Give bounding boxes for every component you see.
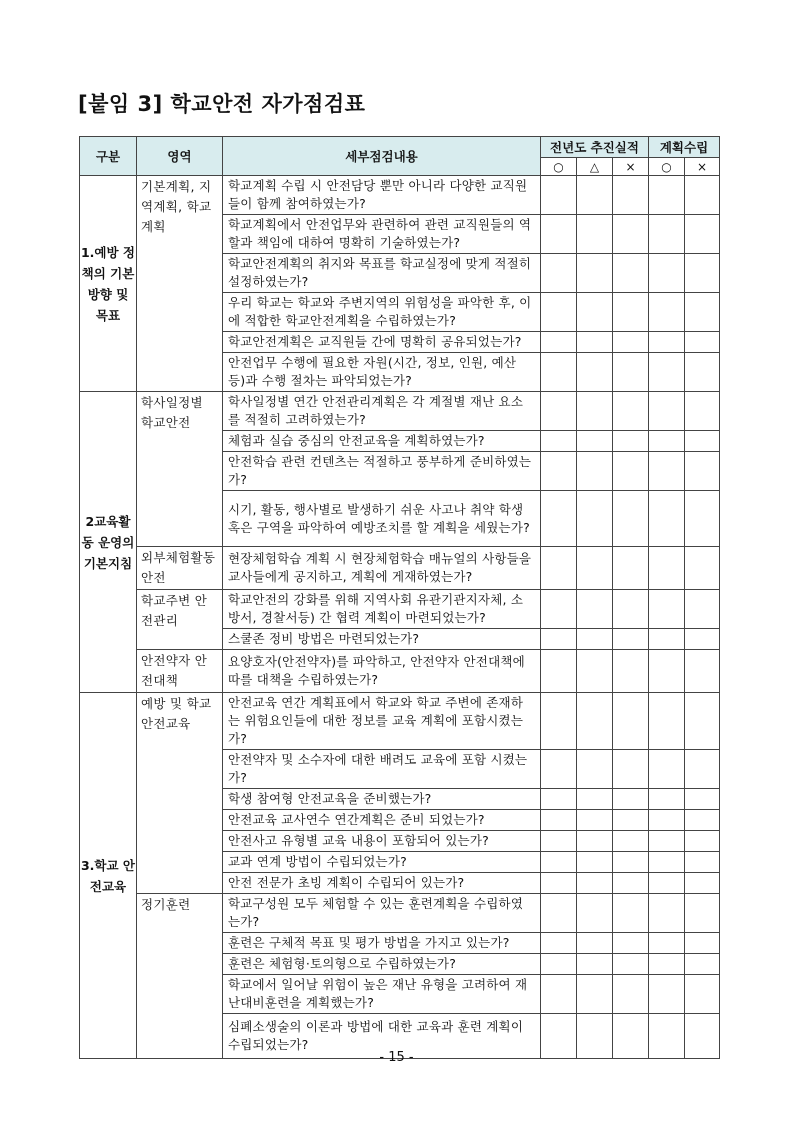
area-cell: 기본계획, 지역계획, 학교계획 (137, 176, 223, 392)
plan-x-checkbox[interactable] (685, 693, 720, 750)
plan-x-checkbox[interactable] (685, 431, 720, 452)
prev-triangle-checkbox[interactable] (577, 491, 613, 547)
mark-triangle: △ (577, 158, 613, 176)
check-item-text: 안전 전문가 초빙 계획이 수립되어 있는가? (223, 873, 541, 894)
prev-triangle-checkbox[interactable] (577, 431, 613, 452)
prev-triangle-checkbox[interactable] (577, 590, 613, 629)
prev-x-checkbox[interactable] (613, 491, 649, 547)
table-row (80, 176, 720, 215)
plan-x-checkbox[interactable] (685, 789, 720, 810)
plan-x-checkbox[interactable] (685, 254, 720, 293)
category-cell: 2교육활동 운영의 기본지침 (80, 392, 137, 693)
plan-circle-checkbox[interactable] (649, 954, 685, 975)
prev-triangle-checkbox[interactable] (577, 332, 613, 353)
prev-x-checkbox[interactable] (613, 353, 649, 392)
plan-circle-checkbox[interactable] (649, 590, 685, 629)
prev-triangle-checkbox[interactable] (577, 176, 613, 215)
plan-x-checkbox[interactable] (685, 392, 720, 431)
prev-x-checkbox[interactable] (613, 831, 649, 852)
prev-triangle-checkbox[interactable] (577, 852, 613, 873)
prev-triangle-checkbox[interactable] (577, 293, 613, 332)
plan-circle-checkbox[interactable] (649, 254, 685, 293)
prev-x-checkbox[interactable] (613, 650, 649, 693)
prev-circle-checkbox[interactable] (541, 894, 577, 933)
plan-x-checkbox[interactable] (685, 810, 720, 831)
prev-triangle-checkbox[interactable] (577, 693, 613, 750)
check-item-text: 학교구성원 모두 체험할 수 있는 훈련계획을 수립하였는가? (223, 894, 541, 933)
mark-circle: ○ (541, 158, 577, 176)
plan-x-checkbox[interactable] (685, 590, 720, 629)
prev-triangle-checkbox[interactable] (577, 254, 613, 293)
prev-circle-checkbox[interactable] (541, 293, 577, 332)
prev-x-checkbox[interactable] (613, 547, 649, 590)
table-row (80, 547, 720, 590)
prev-circle-checkbox[interactable] (541, 852, 577, 873)
prev-circle-checkbox[interactable] (541, 590, 577, 629)
plan-circle-checkbox[interactable] (649, 873, 685, 894)
prev-circle-checkbox[interactable] (541, 789, 577, 810)
check-item-text: 요양호자(안전약자)를 파악하고, 안전약자 안전대책에 따를 대책을 수립하였는가? (223, 650, 541, 693)
prev-circle-checkbox[interactable] (541, 629, 577, 650)
prev-circle-checkbox[interactable] (541, 332, 577, 353)
plan-circle-checkbox[interactable] (649, 810, 685, 831)
check-item-text: 학생 참여형 안전교육을 준비했는가? (223, 789, 541, 810)
plan-x-checkbox[interactable] (685, 629, 720, 650)
prev-triangle-checkbox[interactable] (577, 894, 613, 933)
plan-circle-checkbox[interactable] (649, 789, 685, 810)
check-item-text: 체험과 실습 중심의 안전교육을 계획하였는가? (223, 431, 541, 452)
plan-circle-checkbox[interactable] (649, 215, 685, 254)
prev-triangle-checkbox[interactable] (577, 873, 613, 894)
check-item-text: 스쿨존 정비 방법은 마련되었는가? (223, 629, 541, 650)
plan-circle-checkbox[interactable] (649, 852, 685, 873)
prev-circle-checkbox[interactable] (541, 831, 577, 852)
plan-x-checkbox[interactable] (685, 215, 720, 254)
check-item-text: 안전교육 교사연수 연간계획은 준비 되었는가? (223, 810, 541, 831)
check-item-text: 훈련은 체험형·토의형으로 수립하였는가? (223, 954, 541, 975)
prev-circle-checkbox[interactable] (541, 547, 577, 590)
prev-x-checkbox[interactable] (613, 629, 649, 650)
prev-circle-checkbox[interactable] (541, 810, 577, 831)
plan-circle-checkbox[interactable] (649, 547, 685, 590)
plan-circle-checkbox[interactable] (649, 431, 685, 452)
prev-triangle-checkbox[interactable] (577, 650, 613, 693)
check-item-text: 안전교육 연간 계획표에서 학교와 학교 주변에 존재하는 위험요인들에 대한 정보를 교육 계획에 포함시켰는가? (223, 693, 541, 750)
plan-circle-checkbox[interactable] (649, 629, 685, 650)
prev-triangle-checkbox[interactable] (577, 975, 613, 1014)
check-item-text: 안전약자 및 소수자에 대한 배려도 교육에 포함 시켰는가? (223, 750, 541, 789)
plan-circle-checkbox[interactable] (649, 176, 685, 215)
prev-x-checkbox[interactable] (613, 810, 649, 831)
plan-x-checkbox[interactable] (685, 750, 720, 789)
plan-circle-checkbox[interactable] (649, 650, 685, 693)
prev-triangle-checkbox[interactable] (577, 831, 613, 852)
prev-triangle-checkbox[interactable] (577, 810, 613, 831)
check-item-text: 학사일정별 연간 안전관리계획은 각 계절별 재난 요소를 적절히 고려하였는가? (223, 392, 541, 431)
prev-circle-checkbox[interactable] (541, 693, 577, 750)
area-cell: 학사일정별 학교안전 (137, 392, 223, 547)
table-row (80, 392, 720, 431)
prev-triangle-checkbox[interactable] (577, 789, 613, 810)
plan-circle-checkbox[interactable] (649, 332, 685, 353)
check-item-text: 학교계획에서 안전업무와 관련하여 관련 교직원들의 역할과 책임에 대하여 명확히 기술하였는가? (223, 215, 541, 254)
prev-x-checkbox[interactable] (613, 873, 649, 894)
prev-circle-checkbox[interactable] (541, 431, 577, 452)
prev-triangle-checkbox[interactable] (577, 629, 613, 650)
prev-circle-checkbox[interactable] (541, 452, 577, 491)
check-item-text: 현장체험학습 계획 시 현장체험학습 매뉴얼의 사항들을 교사들에게 공지하고, 계획에 게재하였는가? (223, 547, 541, 590)
checklist-table (79, 136, 720, 1059)
prev-triangle-checkbox[interactable] (577, 452, 613, 491)
check-item-text: 안전학습 관련 컨텐츠는 적절하고 풍부하게 준비하였는가? (223, 452, 541, 491)
prev-circle-checkbox[interactable] (541, 933, 577, 954)
prev-x-checkbox[interactable] (613, 750, 649, 789)
header-plan: 계획수립 (649, 137, 720, 158)
header-area: 영역 (137, 137, 223, 176)
prev-circle-checkbox[interactable] (541, 750, 577, 789)
plan-circle-checkbox[interactable] (649, 392, 685, 431)
check-item-text: 학교안전계획의 취지와 목표를 학교실정에 맞게 적절히 설정하였는가? (223, 254, 541, 293)
plan-circle-checkbox[interactable] (649, 353, 685, 392)
plan-x-checkbox[interactable] (685, 293, 720, 332)
plan-x-checkbox[interactable] (685, 954, 720, 975)
prev-triangle-checkbox[interactable] (577, 954, 613, 975)
plan-circle-checkbox[interactable] (649, 452, 685, 491)
check-item-text: 심폐소생술의 이론과 방법에 대한 교육과 훈련 계획이 수립되었는가? (223, 1014, 541, 1059)
plan-circle-checkbox[interactable] (649, 293, 685, 332)
area-cell: 안전약자 안전대책 (137, 650, 223, 693)
header-prev-year: 전년도 추진실적 (541, 137, 649, 158)
area-cell: 학교주변 안전관리 (137, 590, 223, 650)
plan-circle-checkbox[interactable] (649, 750, 685, 789)
prev-triangle-checkbox[interactable] (577, 392, 613, 431)
plan-x-checkbox[interactable] (685, 852, 720, 873)
plan-circle-checkbox[interactable] (649, 894, 685, 933)
prev-circle-checkbox[interactable] (541, 650, 577, 693)
prev-x-checkbox[interactable] (613, 852, 649, 873)
mark-circle: ○ (649, 158, 685, 176)
prev-circle-checkbox[interactable] (541, 491, 577, 547)
prev-circle-checkbox[interactable] (541, 353, 577, 392)
prev-triangle-checkbox[interactable] (577, 547, 613, 590)
plan-x-checkbox[interactable] (685, 975, 720, 1014)
plan-x-checkbox[interactable] (685, 650, 720, 693)
check-item-text: 안전업무 수행에 필요한 자원(시간, 정보, 인원, 예산 등)과 수행 절차는 파악되었는가? (223, 353, 541, 392)
check-item-text: 교과 연계 방법이 수립되었는가? (223, 852, 541, 873)
plan-x-checkbox[interactable] (685, 491, 720, 547)
prev-triangle-checkbox[interactable] (577, 933, 613, 954)
prev-circle-checkbox[interactable] (541, 215, 577, 254)
header-category: 구분 (80, 137, 137, 176)
plan-circle-checkbox[interactable] (649, 693, 685, 750)
plan-circle-checkbox[interactable] (649, 933, 685, 954)
check-item-text: 시기, 활동, 행사별로 발생하기 쉬운 사고나 취약 학생 혹은 구역을 파악하여 예방조치를 할 계획을 세웠는가? (223, 491, 541, 547)
table-row (80, 894, 720, 933)
prev-x-checkbox[interactable] (613, 590, 649, 629)
prev-x-checkbox[interactable] (613, 933, 649, 954)
prev-x-checkbox[interactable] (613, 176, 649, 215)
area-cell: 예방 및 학교안전교육 (137, 693, 223, 894)
prev-circle-checkbox[interactable] (541, 975, 577, 1014)
check-item-text: 학교안전의 강화를 위해 지역사회 유관기관지자체, 소방서, 경찰서등) 간 협력 계획이 마련되었는가? (223, 590, 541, 629)
plan-x-checkbox[interactable] (685, 547, 720, 590)
prev-x-checkbox[interactable] (613, 431, 649, 452)
prev-x-checkbox[interactable] (613, 975, 649, 1014)
prev-x-checkbox[interactable] (613, 293, 649, 332)
prev-x-checkbox[interactable] (613, 254, 649, 293)
plan-x-checkbox[interactable] (685, 933, 720, 954)
category-cell: 1.예방 정책의 기본방향 및 목표 (80, 176, 137, 392)
prev-circle-checkbox[interactable] (541, 392, 577, 431)
table-row (80, 590, 720, 629)
header-detail: 세부점검내용 (223, 137, 541, 176)
prev-triangle-checkbox[interactable] (577, 750, 613, 789)
prev-circle-checkbox[interactable] (541, 873, 577, 894)
check-item-text: 우리 학교는 학교와 주변지역의 위험성을 파악한 후, 이에 적합한 학교안전계획을 수립하였는가? (223, 293, 541, 332)
prev-x-checkbox[interactable] (613, 789, 649, 810)
plan-x-checkbox[interactable] (685, 176, 720, 215)
plan-x-checkbox[interactable] (685, 332, 720, 353)
mark-x: × (685, 158, 720, 176)
area-cell: 외부체험활동 안전 (137, 547, 223, 590)
plan-x-checkbox[interactable] (685, 831, 720, 852)
mark-x: × (613, 158, 649, 176)
page-number: - 15 - (379, 1050, 414, 1065)
prev-circle-checkbox[interactable] (541, 954, 577, 975)
plan-circle-checkbox[interactable] (649, 831, 685, 852)
prev-x-checkbox[interactable] (613, 954, 649, 975)
check-item-text: 학교안전계획은 교직원들 간에 명확히 공유되었는가? (223, 332, 541, 353)
check-item-text: 학교에서 일어날 위험이 높은 재난 유형을 고려하여 재난대비훈련을 계획했는가? (223, 975, 541, 1014)
prev-x-checkbox[interactable] (613, 392, 649, 431)
prev-x-checkbox[interactable] (613, 693, 649, 750)
area-cell: 정기훈련 (137, 894, 223, 1059)
plan-x-checkbox[interactable] (685, 873, 720, 894)
prev-triangle-checkbox[interactable] (577, 215, 613, 254)
prev-triangle-checkbox[interactable] (577, 353, 613, 392)
page-title: [붙임 3] 학교안전 자가점검표 (78, 92, 366, 116)
prev-x-checkbox[interactable] (613, 452, 649, 491)
prev-x-checkbox[interactable] (613, 215, 649, 254)
table-row (80, 693, 720, 750)
prev-circle-checkbox[interactable] (541, 254, 577, 293)
plan-x-checkbox[interactable] (685, 894, 720, 933)
check-item-text: 안전사고 유형별 교육 내용이 포함되어 있는가? (223, 831, 541, 852)
plan-x-checkbox[interactable] (685, 353, 720, 392)
plan-x-checkbox[interactable] (685, 452, 720, 491)
check-item-text: 훈련은 구체적 목표 및 평가 방법을 가지고 있는가? (223, 933, 541, 954)
check-item-text: 학교계획 수립 시 안전담당 뿐만 아니라 다양한 교직원들이 함께 참여하였는가? (223, 176, 541, 215)
plan-circle-checkbox[interactable] (649, 491, 685, 547)
table-row (80, 650, 720, 693)
category-cell: 3.학교 안전교육 (80, 693, 137, 1059)
plan-circle-checkbox[interactable] (649, 975, 685, 1014)
prev-x-checkbox[interactable] (613, 894, 649, 933)
prev-x-checkbox[interactable] (613, 332, 649, 353)
prev-circle-checkbox[interactable] (541, 176, 577, 215)
